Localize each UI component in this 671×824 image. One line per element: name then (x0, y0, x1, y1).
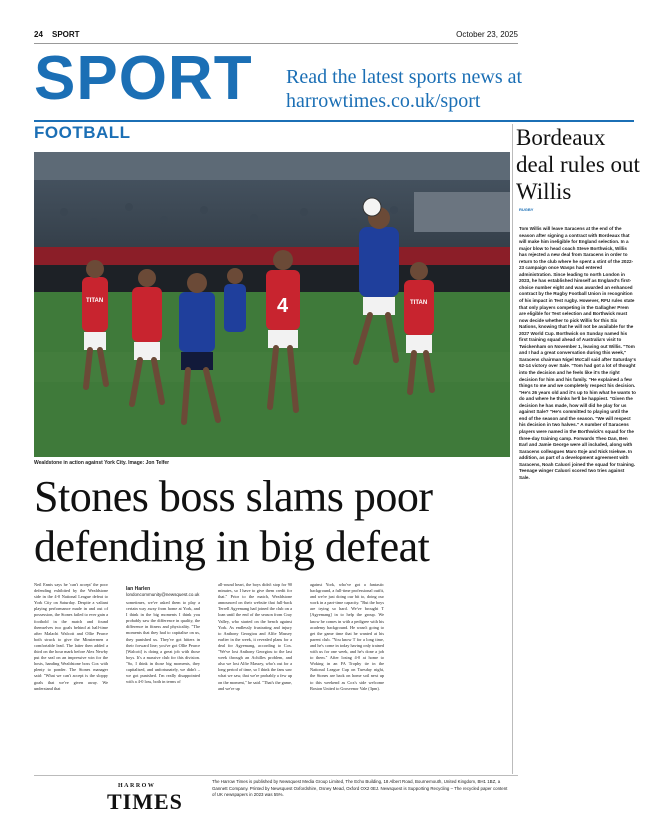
story-column-2: sometimes, we've asked them to play a certain way away from home at York, and I think in the big moments I think you probably saw the difference in quality, the difference in fitness and physicality. "The moments that they had to capitalise on us, they punished us. They've got hitters in their forward line; you've got Ollie Pearce [Walcott] is doing a great job with those boys. It's a massive club for this division. "So, I think in those big moments, they capitalised, and unfortunately, we didn't – we got punished. I'm really disappointed with a 4-0 loss, both in terms of (126, 600, 200, 685)
sidebar-body: Tom Willis will leave Saracens at the end of the season after signing a contract with Bordeaux that will make him ineligible for England selection. In a major blow to head coach Steve Borthwick, Willis has rejected a new deal from Saracens in order to return to the club where he spent a stint of the 2022-23 campaign once Wasps had entered administration. Since leading to north London in 2023, he has established himself as England's first-choice number eight and was awarded an enhanced contract by the Rugby Football Union in recognition of his impact in Test rugby. However, RFU rules state that only players competing in the Gallagher Prem are eligible for Test selection and Borthwick must now decide whether to pick Willis for this Six Nations, knowing that he will not be available for the 2027 World Cup. Borthwick on Sunday named his first training squad ahead of Australia's visit to Twickenham on November 1, leaving out Willis. "Tom and I had a great conversation during this week," Saracens chairman Nigel McCall said after Saturday's 62-14 victory over Sale. "Tom had got a lot of thought into the decision and he feels like it's the right decision for him and his family. "He explained a few things to me and we completely respect his decision. "He's 26 years old and it's up to him what he wants to do and where he thinks he'll be happiest. "Given the decision he has made, how will did he play for us against Sale? "He's committed to playing until the end of the season and the season. "We will respect his decision in two halves." A number of Saracens players were named in the Borthwick's squad for the three-day training camp. Forwards Theo Dan, Ben Earl and Jamie George were all included, along with Saracens colleagues Maro Itoje and Nick Isiekwe. In addition, as part of a development agreement with Saracens, Noah Caluori joined the squad for training. Teenage winger Caluori scored two tries against Sale. (519, 226, 637, 480)
shirt-number-text: 4 (277, 295, 289, 317)
match-photo-illustration (34, 152, 510, 457)
running-header (34, 30, 518, 44)
promo-line-1: Read the latest sports news at (286, 66, 523, 88)
footer-rule (34, 775, 518, 776)
logo-times: TIMES (107, 789, 183, 814)
page-number: 24 (34, 30, 43, 39)
promo-url[interactable]: harrowtimes.co.uk/sport (286, 90, 481, 112)
sport-masthead: SPORT (34, 44, 253, 113)
logo-harrow: HARROW (118, 783, 156, 789)
author-name: Ian Harlen (126, 586, 151, 592)
section-rule (34, 120, 634, 122)
shirt-sponsor-text-2: TITAN (410, 300, 428, 306)
photo-caption: Wealdstone in action against York City. Image: Jon Telfer (34, 460, 170, 466)
publisher-imprint: The Harrow Times is published by Newsquest Media Group Limited, The Echo Building, 18 Albert Road, Bournemouth, United Kingdom, BH1 1BZ, a Gannett Company. Printed by Newsquest Oxfordshire, Osney Mead, Oxford OX2 0EJ. Newsquest is Supporting Recycling – The recycled paper content of UK newspapers in 2023 was 55%. (212, 779, 508, 798)
shirt-sponsor-text: TITAN (86, 298, 104, 304)
story-column-3: all-round heart, the boys didn't stop for 90 minutes, so I have to give them credit for that." Prior to the match, Wealdstone announced on their website that full-back Terrell Agyemang had joined the club on a loan until the end of the season from Cray Valley, who started on the bench against York. As endlessly frustrating and injury to Anthony Georgiou and Alfie Massey earlier in the week, it revealed plans for a deal for Agyemang, according to Cox. "We've lost Anthony Georgiou to the last week through an Achilles problem, and also we lost Alfie Massey, who's out for a long period of time, so I think the fans saw what we saw, that we're probably a few up on the moment," he said. "That's the game, and we're up (218, 582, 292, 691)
author-email[interactable]: londoncommunity@newsquest.co.uk (126, 592, 200, 597)
issue-date: October 23, 2025 (456, 30, 518, 39)
story-column-4: against York, who've got a fantastic background, a full-time professional outfit, and we're just doing our bit to, doing our work in a part-time capacity. "But the boys are trying so hard. We've brought T [Agyemang] in to help the group. We know he comes in with a pedigree with his academy background. He wasn't going to get the game time that he wanted at his parent club. "You know T for a long time, and he's come in today having only trained with us for one week, and he's done a job to them." After losing 4-0 at home to Woking in an FA Trophy tie in the National League Cup on Tuesday night, the Stones are back on home soil next up to this weekend as Cox's side welcome Boston United to Grosvenor Vale (3pm). (310, 582, 384, 691)
match-photo (34, 152, 510, 457)
sidebar-headline: Bordeaux deal rules out Willis (516, 125, 640, 204)
story-column-1: Neil Ennis says he 'can't accept' the poor defending exhibited by the Wealdstone side in the 4-0 National League defeat to York City on Saturday. Despite a valiant playing performance made in and out of possession, the Stones failed to ever gain a foothold in the match and found themselves two goals behind at half-time after Malachi Walcott and Ollie Pearce both struck to give the Minstermen a comfortable lead. The latter then added a third on the hour mark before Alex Newby put the seal on an impressive win for the hosts, handing Wealdstone boss Cox with plenty to ponder. The Stones manager said: "What we can't accept is the sloppy goals that we've given away. We understand that (34, 582, 108, 691)
sidebar-divider (512, 124, 513, 774)
running-section: SPORT (52, 30, 80, 39)
byline (126, 586, 199, 598)
promo-text (286, 65, 566, 113)
sidebar-tag: RUGBY (519, 207, 534, 212)
main-headline: Stones boss slams poor defending in big defeat (34, 472, 433, 571)
section-label: FOOTBALL (34, 123, 131, 142)
